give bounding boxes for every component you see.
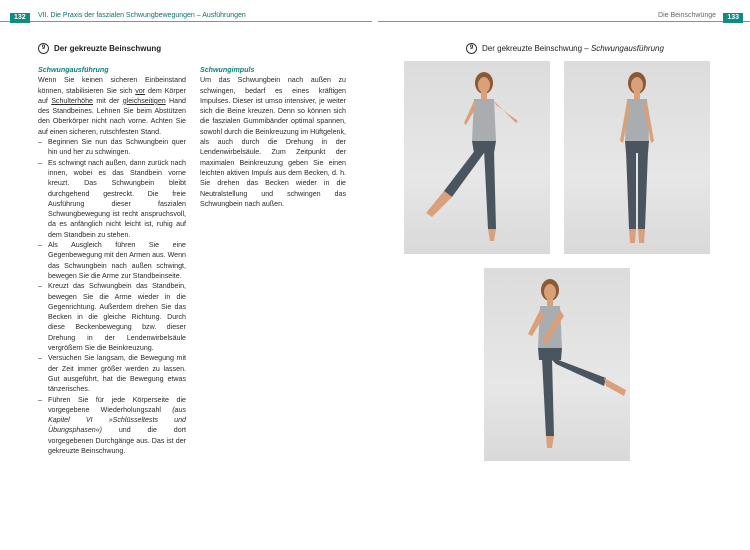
photo-leg-swing-out xyxy=(404,61,550,254)
section-subhead-execution: Schwungausführung xyxy=(38,66,109,74)
list-item: – Versuchen Sie langsam, die Bewegung mit der Zeit immer größer werden zu lassen. Gut ausgeführt, hat die Bewegung etwas tänzerisches. xyxy=(38,353,186,394)
photo-leg-swing-neutral xyxy=(564,61,710,254)
photo-number-badge: 9 xyxy=(466,43,477,54)
photo-title-main: Der gekreuzte Beinschwung – xyxy=(482,44,589,53)
list-item: – Als Ausgleich führen Sie eine Gegenbewegung mit den Armen aus. Wenn das Schwungbein nach außen schwingt, bewegen Sie die Arme zur Standbeinseite. xyxy=(38,240,186,281)
figure-illustration xyxy=(484,268,630,461)
section-subhead-impulse: Schwungimpuls xyxy=(200,66,255,74)
page-number-right: 133 xyxy=(723,13,743,23)
text-column-1 xyxy=(38,65,186,456)
photo-leg-crossing xyxy=(484,268,630,461)
instruction-list xyxy=(38,137,186,456)
header-rule-right xyxy=(378,21,750,22)
page-number-left: 132 xyxy=(10,13,30,23)
exercise-title: Der gekreuzte Beinschwung xyxy=(54,44,162,53)
exercise-heading xyxy=(38,43,161,54)
text-column-2 xyxy=(200,65,346,209)
header-rule-left xyxy=(0,21,372,22)
list-item: – Beginnen Sie nun das Schwungbein quer hin und her zu schwingen. xyxy=(38,137,186,158)
running-title-right: Die Beinschwünge xyxy=(658,12,716,19)
photo-title-sub: Schwungausführung xyxy=(590,44,664,53)
list-item: – Führen Sie für jede Körperseite die vorgegebene Wiederholungszahl (aus Kapitel VI »Schlüsseltests und Übungsphasen«) und die dort vorgegebenen Durchgänge aus. Das ist der gekreuzte Beinschwung. xyxy=(38,395,186,457)
figure-illustration xyxy=(404,61,550,254)
intro-paragraph: Wenn Sie keinen sicheren Einbeinstand können, stabilisieren Sie sich vor dem Körper auf Schulterhöhe mit der gleichseitigen Hand des Standbeines. Lehnen Sie beim Abstützen den Oberkörper nicht nach vorne. Achten Sie auf einen sicheren, rutschfesten Stand. xyxy=(38,76,187,136)
exercise-number-badge: 9 xyxy=(38,43,49,54)
photo-heading xyxy=(466,43,664,54)
list-item: – Kreuzt das Schwungbein das Standbein, bewegen Sie die Arme wieder in die Gegenrichtung. Außerdem drehen Sie das Becken in die gleiche Richtung. Durch diese Beckenbewegung bzw. dieser Drehung in der Lendenwirbelsäule vergrößern Sie die Beinkreuzung. xyxy=(38,281,186,353)
running-title-left: VII. Die Praxis der faszialen Schwungbewegungen – Ausführungen xyxy=(38,12,246,19)
figure-illustration xyxy=(564,61,710,254)
impulse-paragraph: Um das Schwungbein nach außen zu schwingen, bedarf es eines kräftigen Impulses. Dieser ist umso intensiver, je weiter sich die Beine kreuzen. Denn so können sich die faszialen Gummibänder optimal spannen, sowohl durch die Beinkreuzung im Hüftgelenk, als auch durch die Drehung in der Lendenwirbelsäule. Zum Zeitpunkt der maximalen Beinkreuzung geben Sie einen leichten aktiven Impuls aus dem Becken, d. h. Sie drehen das Becken wieder in die Neutralstellung und schwingen das Schwungbein nach außen. xyxy=(200,76,346,208)
list-item: – Es schwingt nach außen, dann zurück nach innen, wobei es das Standbein vorne kreuzt. Das Schwungbein bleibt durchgehend gestreckt. Die freie Ausführung dieser faszialen Schwungbewegung ist recht anspruchsvoll, da es anfänglich nicht leicht ist, ruhig auf dem Standbein zu stehen. xyxy=(38,158,186,240)
